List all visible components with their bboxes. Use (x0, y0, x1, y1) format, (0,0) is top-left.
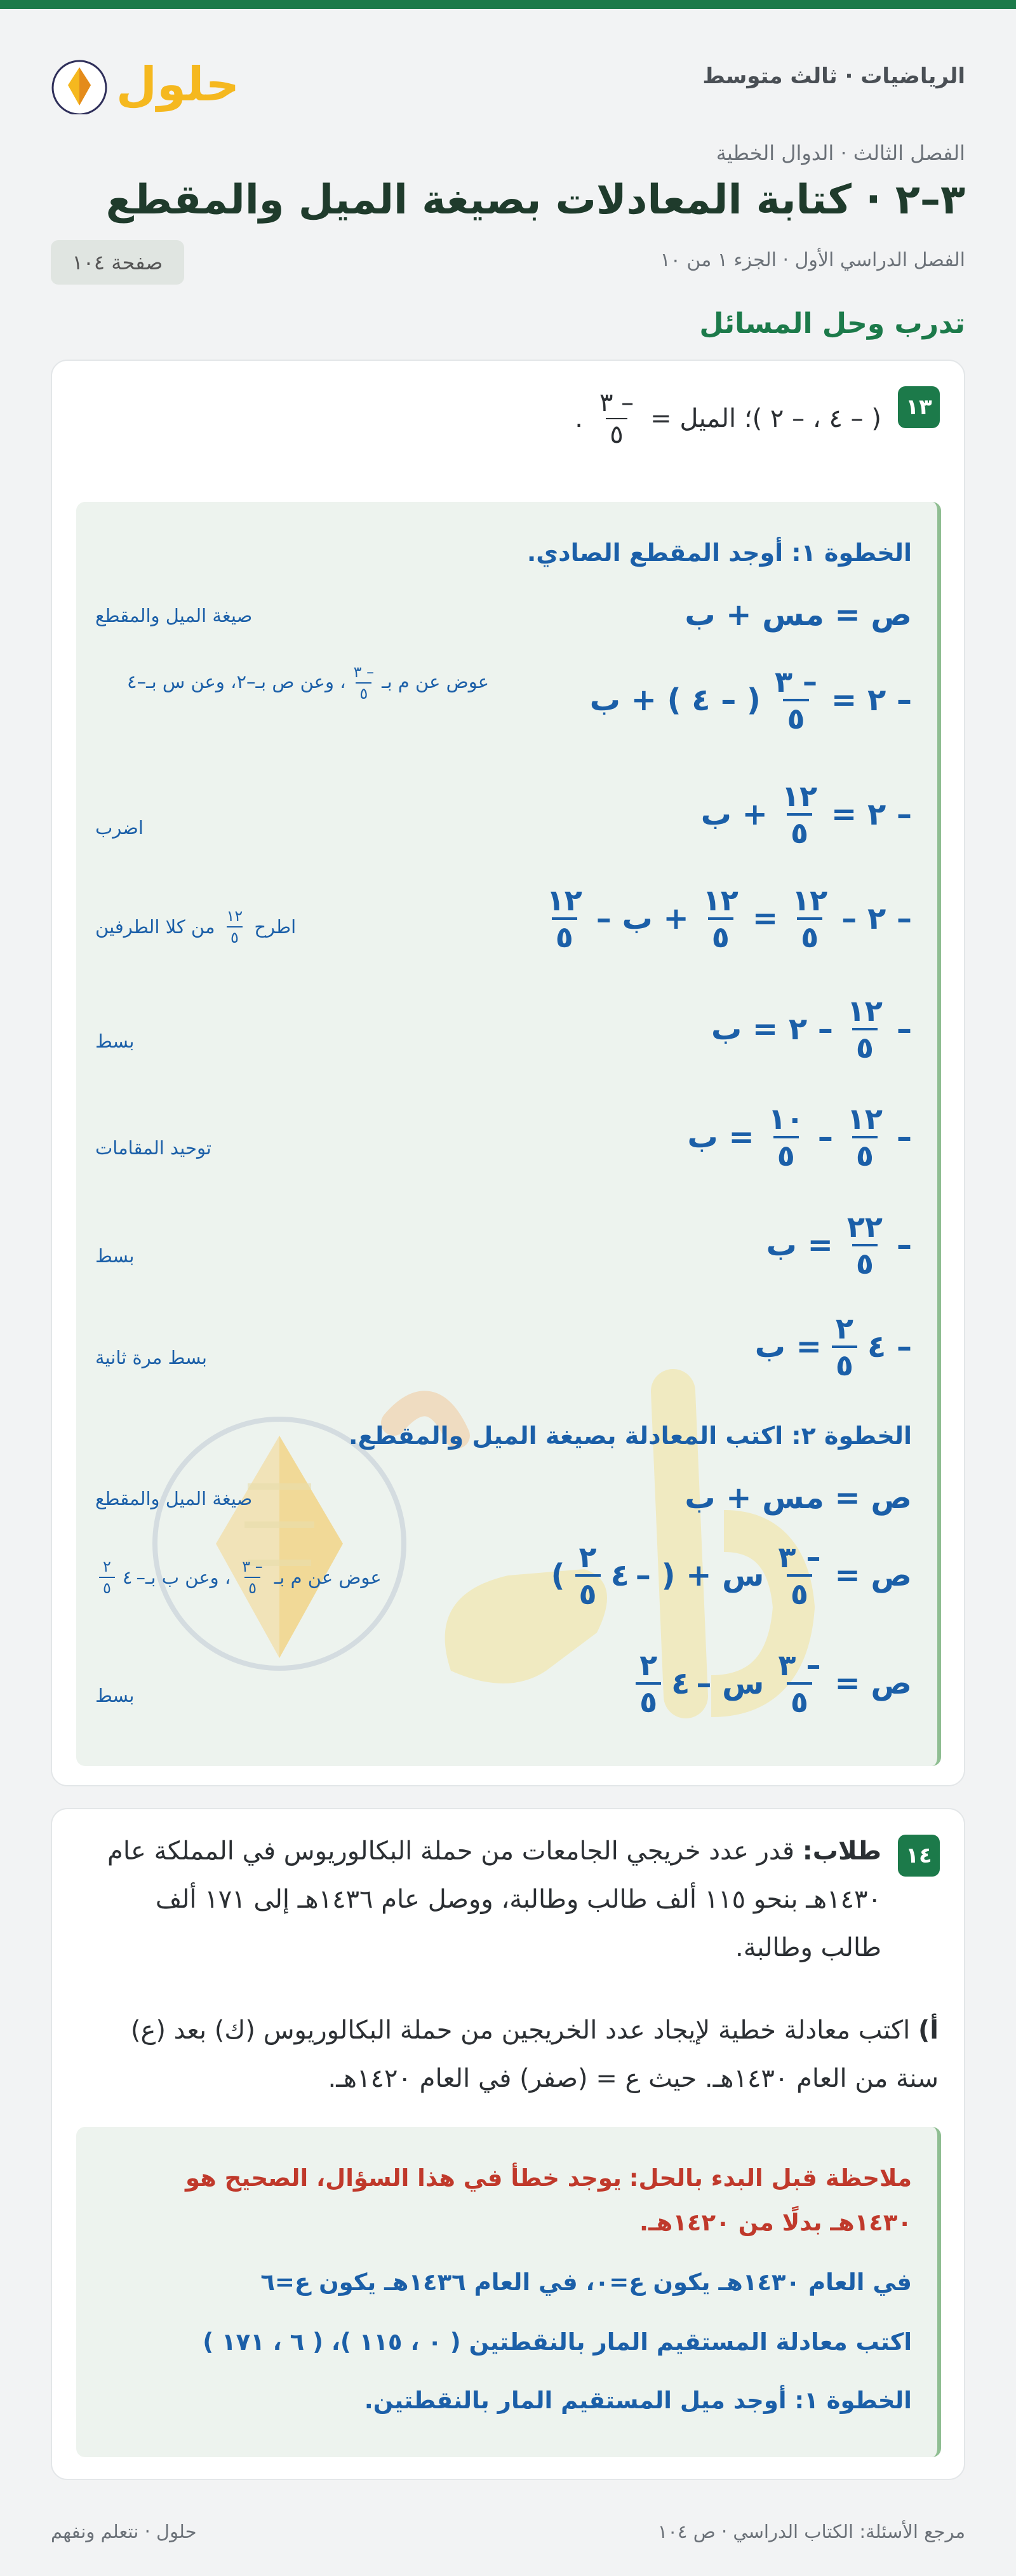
solution-panel (76, 502, 941, 1766)
step-note: عوض عن م بـ $\frac{- ٣}{٥}$ ، وعن ص بـ–٢، وعن س بـ–٤ (127, 663, 489, 703)
equation-line: – $\frac{١٢}{٥}$ – $\frac{١٠}{٥}$ = ب (687, 1102, 912, 1173)
correction-note: ملاحظة قبل البدء بالحل: يوجد خطأ في هذا السؤال، الصحيح هو ١٤٣٠هـ بدلًا من ١٤٢٠هـ. (185, 2164, 912, 2237)
lesson-title: ٣–٢ · كتابة المعادلات بصيغة الميل والمقطع (105, 177, 965, 224)
page-chip[interactable]: صفحة ١٠٤ (51, 240, 184, 285)
equation-line: – $\frac{١٢}{٥}$ – ٢ = ب (711, 994, 912, 1065)
question-number-badge: ١٣ (898, 386, 940, 428)
step-note: صيغة الميل والمقطع (95, 1488, 253, 1509)
solution-panel (76, 2127, 941, 2457)
equation-line: ص = مس + ب (685, 1480, 912, 1516)
top-accent-bar (0, 0, 1016, 9)
question-13-card (51, 360, 965, 1786)
equation-line: – ٤ $\frac{٢}{٥}$ = ب (754, 1311, 912, 1382)
hulul-logo[interactable] (51, 44, 241, 114)
step-note: بسط مرة ثانية (95, 1347, 207, 1368)
slope-fraction: $\frac{- ٣}{٥}$ (599, 388, 634, 449)
question-13-text: ( – ٤ ، – ٢ )؛ الميل = $\frac{- ٣}{٥}$ . (575, 388, 881, 449)
step-note: توحيد المقامات (95, 1137, 212, 1159)
step-note: بسط (95, 1245, 135, 1267)
subject-label: الرياضيات · ثالث متوسط (702, 64, 965, 89)
equation-line: – $\frac{٢٢}{٥}$ = ب (766, 1210, 912, 1281)
question-point: ( – ٤ ، – ٢ )؛ الميل = (650, 404, 881, 433)
step-note: اضرب (95, 817, 144, 839)
footer-brand: حلول · نتعلم ونفهم (51, 2521, 197, 2542)
equation-line: – ٢ = $\frac{- ٣}{٥}$ ( – ٤ ) + ب (589, 664, 912, 736)
solution-line: في العام ١٤٣٠هـ يكون ع=٠، في العام ١٤٣٦هـ يكون ع=٦ (260, 2269, 912, 2296)
step-note: اطرح $\frac{١٢}{٥}$ من كلا الطرفين (95, 907, 297, 947)
step-note: بسط (95, 1030, 135, 1052)
logo-wordmark: حلول (116, 57, 240, 112)
step-1-heading: الخطوة ١: أوجد المقطع الصادي. (526, 539, 912, 567)
page-header (51, 38, 965, 114)
equation-line: – ٢ – $\frac{١٢}{٥}$ = $\frac{١٢}{٥}$ + ب – $\frac{١٢}{٥}$ (546, 883, 912, 954)
equation-line: – ٢ = $\frac{١٢}{٥}$ + ب (700, 779, 912, 850)
question-14-part-a: أ) اكتب معادلة خطية لإيجاد عدد الخريجين من حملة البكالوريوس (ك) بعد (ع) سنة من العام ١٤٣٠هـ. حيث ع = (صفر) في العام ١٤٢٠هـ. (130, 2016, 939, 2093)
question-14-text: طلاب: قدر عدد خريجي الجامعات من حملة البكالوريوس في المملكة عام ١٤٣٠هـ بنحو ١١٥ ألف طالب وطالبة، ووصل عام ١٤٣٦هـ إلى ١٧١ ألف طالب وطالبة. (107, 1837, 881, 1962)
question-number-badge: ١٤ (898, 1835, 940, 1877)
step-note: بسط (95, 1685, 135, 1706)
section-title: تدرب وحل المسائل (699, 307, 965, 340)
step-2-heading: الخطوة ٢: اكتب المعادلة بصيغة الميل والمقطع. (349, 1422, 912, 1450)
solution-line: اكتب معادلة المستقيم المار بالنقطتين ( ٠ ، ١١٥ )، ( ٦ ، ١٧١ ) (203, 2328, 912, 2356)
question-14-card (51, 1808, 965, 2480)
footer-source: مرجع الأسئلة: الكتاب الدراسي · ص ١٠٤ (657, 2521, 965, 2542)
equation-line: ص = مس + ب (685, 597, 912, 633)
solution-line: الخطوة ١: أوجد ميل المستقيم المار بالنقطتين. (364, 2387, 912, 2414)
equation-line: ص = $\frac{- ٣}{٥}$ س + ( – ٤ $\frac{٢}{٥}$ ) (551, 1540, 912, 1611)
equation-line: ص = $\frac{- ٣}{٥}$ س – ٤ $\frac{٢}{٥}$ (632, 1650, 912, 1716)
step-note: صيغة الميل والمقطع (95, 605, 253, 626)
step-note: عوض عن م بـ $\frac{- ٣}{٥}$ ، وعن ب بـ– ٤ $\frac{٢}{٥}$ (95, 1559, 382, 1596)
chapter-label: الفصل الثالث · الدوال الخطية (716, 141, 965, 165)
term-label: الفصل الدراسي الأول · الجزء ١ من ١٠ (660, 249, 965, 271)
